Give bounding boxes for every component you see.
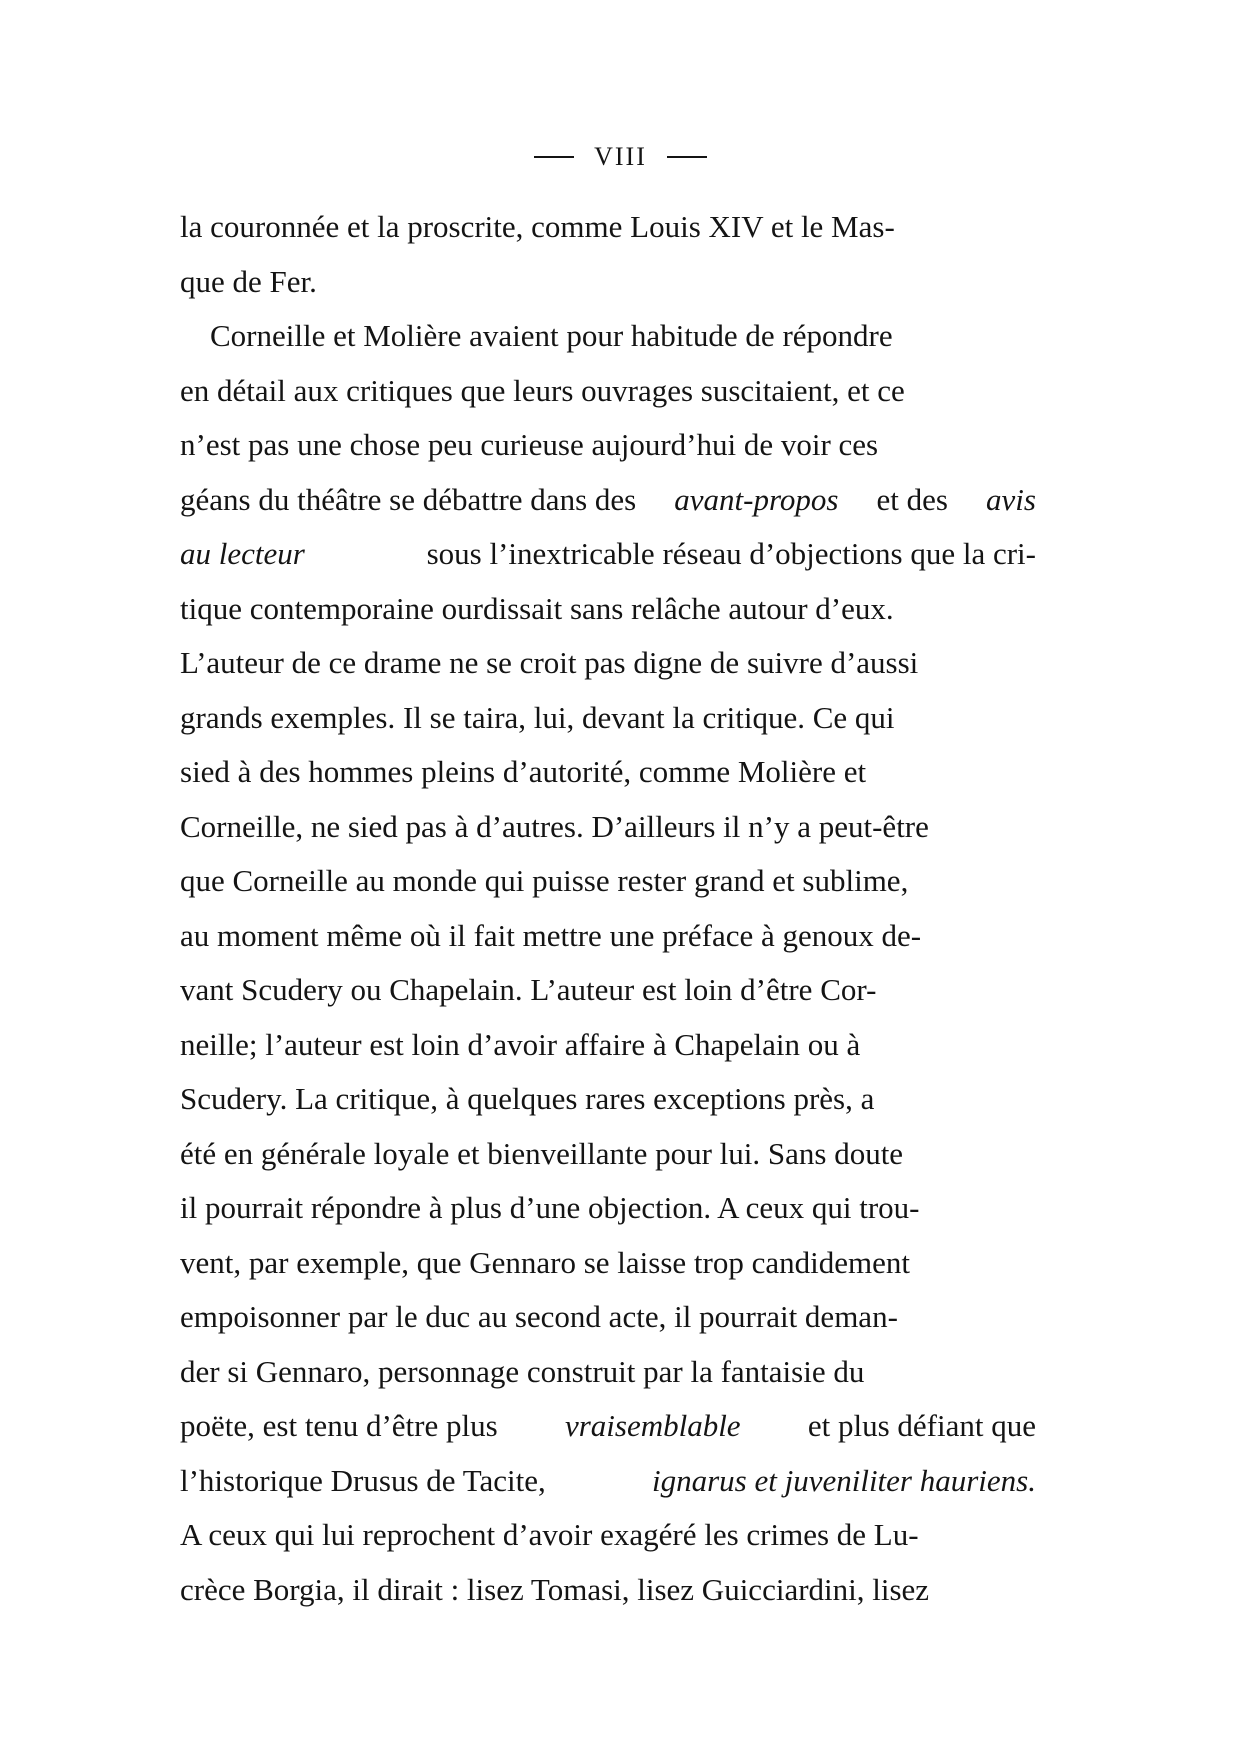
text-line — [180, 800, 1036, 855]
text-line — [180, 1072, 1036, 1127]
italic-term: vraisemblable — [564, 1408, 741, 1443]
text-segment: empoisonner par le duc au second acte, il pourrait deman- — [180, 1299, 898, 1334]
text-line — [180, 1345, 1036, 1400]
text-segment: été en générale loyale et bienveillante pour lui. Sans doute — [180, 1135, 904, 1171]
text-line — [180, 364, 1036, 419]
latin-quotation: ignarus et juveniliter hauriens. — [651, 1462, 1036, 1498]
text-segment: L’auteur de ce drame ne se croit pas digne de suivre d’aussi — [180, 645, 919, 680]
text-segment: sied à des hommes pleins d’autorité, comme Molière et — [180, 754, 867, 789]
text-segment: et plus défiant que — [800, 1408, 1036, 1443]
italic-term: avis — [986, 481, 1036, 517]
text-segment: vent, par exemple, que Gennaro se laisse trop candidement — [180, 1244, 910, 1280]
text-line — [180, 1127, 1036, 1182]
text-segment: A ceux qui lui reprochent d’avoir exagéré les crimes de Lu- — [180, 1517, 919, 1552]
text-segment: que de Fer. — [180, 263, 317, 299]
text-line — [180, 1508, 1036, 1563]
text-segment: poëte, est tenu d’être plus — [180, 1408, 506, 1443]
text-line — [180, 963, 1036, 1018]
text-line — [180, 418, 1036, 473]
text-segment: Corneille et Molière avaient pour habitude de répondre — [210, 318, 893, 353]
text-line — [180, 1181, 1036, 1236]
text-line — [180, 745, 1036, 800]
text-segment: vant Scudery ou Chapelain. L’auteur est loin d’être Cor- — [180, 972, 877, 1007]
text-segment: et des — [868, 481, 956, 517]
text-segment: tique contemporaine ourdissait sans relâche autour d’eux. — [180, 590, 894, 626]
italic-term: au lecteur — [180, 536, 305, 571]
running-head — [0, 140, 1241, 172]
text-line — [180, 1018, 1036, 1073]
text-line — [180, 1563, 1036, 1618]
text-line — [180, 854, 1036, 909]
text-segment: n’est pas une chose peu curieuse aujourd’hui de voir ces — [180, 427, 879, 462]
text-segment: que Corneille au monde qui puisse rester grand et sublime, — [180, 863, 909, 898]
text-segment: en détail aux critiques que leurs ouvrages suscitaient, et ce — [180, 372, 905, 408]
text-line — [180, 473, 1036, 528]
text-segment: la couronnée et la proscrite, comme Louis XIV et le Mas- — [180, 209, 895, 244]
text-line — [180, 1290, 1036, 1345]
text-segment: géans du théâtre se débattre dans des — [180, 481, 644, 517]
body-text — [180, 200, 1036, 1617]
text-line — [180, 1236, 1036, 1291]
italic-term: avant-propos — [674, 481, 839, 517]
text-line — [180, 582, 1036, 637]
text-line — [180, 200, 1036, 255]
text-segment: Scudery. La critique, à quelques rares exceptions près, a — [180, 1081, 875, 1116]
text-line — [180, 1399, 1036, 1454]
right-rule — [667, 156, 707, 158]
text-segment: neille; l’auteur est loin d’avoir affaire à Chapelain ou à — [180, 1026, 861, 1062]
text-line — [180, 527, 1036, 582]
page-number: VIII — [594, 142, 647, 172]
text-line — [180, 1454, 1036, 1509]
text-line — [180, 636, 1036, 691]
text-segment: der si Gennaro, personnage construit par la fantaisie du — [180, 1353, 865, 1389]
text-segment: grands exemples. Il se taira, lui, devant la critique. Ce qui — [180, 699, 895, 735]
text-segment: sous l’inextricable réseau d’objections que la cri- — [418, 536, 1036, 571]
text-segment: Corneille, ne sied pas à d’autres. D’ailleurs il n’y a peut-être — [180, 808, 929, 844]
text-line — [180, 691, 1036, 746]
paragraph-first-line — [180, 309, 1036, 364]
text-line — [180, 255, 1036, 310]
text-segment: l’historique Drusus de Tacite, — [180, 1462, 554, 1498]
left-rule — [534, 156, 574, 158]
text-segment: crèce Borgia, il dirait : lisez Tomasi, lisez Guicciardini, lisez — [180, 1571, 930, 1607]
text-segment: il pourrait répondre à plus d’une objection. A ceux qui trou- — [180, 1190, 920, 1225]
text-line — [180, 909, 1036, 964]
text-segment: au moment même où il fait mettre une préface à genoux de- — [180, 917, 922, 953]
